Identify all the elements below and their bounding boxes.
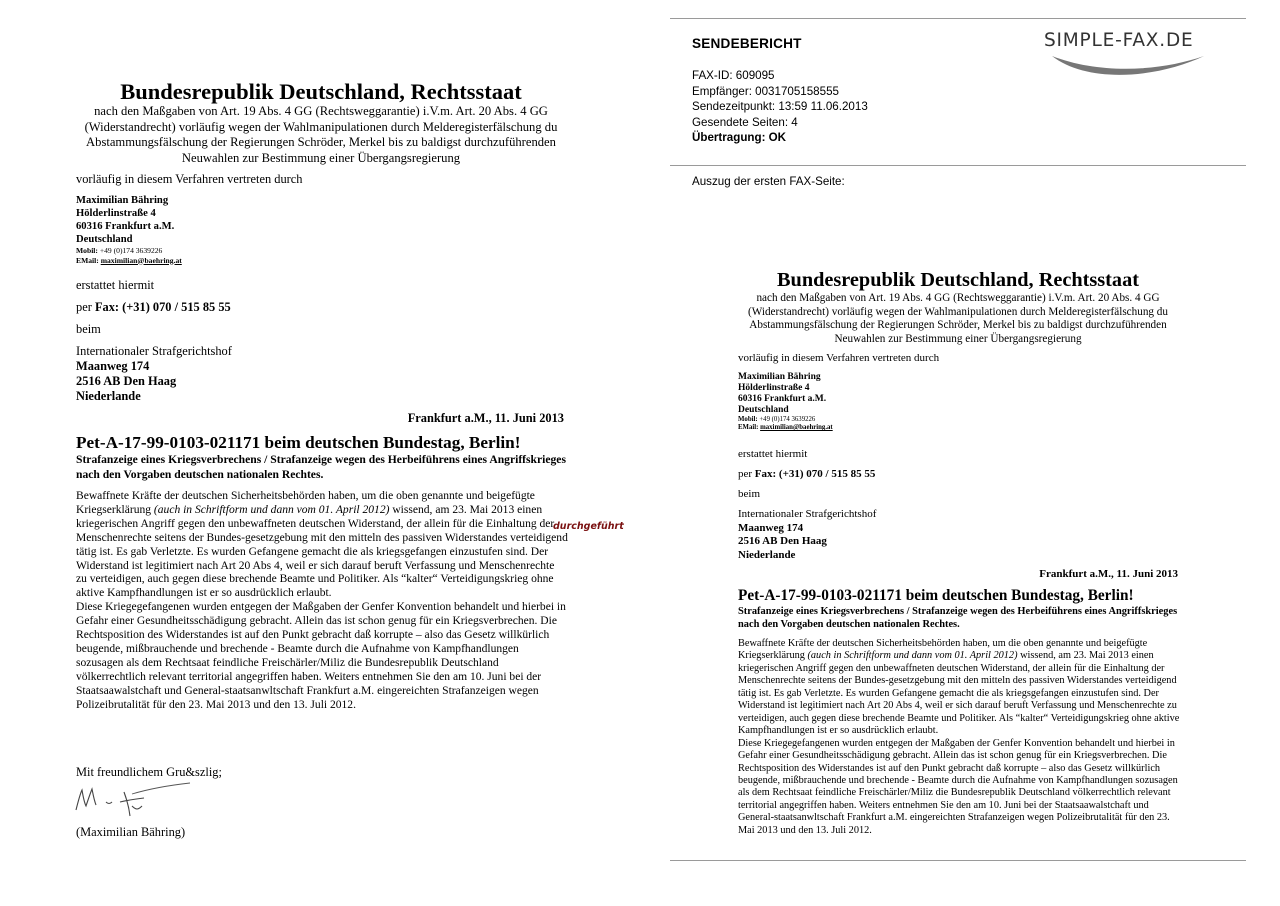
greeting: Mit freundlichem Gru&szlig; [76, 765, 222, 779]
fax-send-time: Sendezeitpunkt: 13:59 11.06.2013 [692, 100, 868, 113]
logo-text: SIMPLE-FAX.DE [1044, 30, 1194, 51]
excerpt-label: Auszug der ersten FAX-Seite: [692, 175, 845, 188]
logo-swoosh-icon [1038, 26, 1238, 78]
excerpt-petition-heading: Pet-A-17-99-0103-021171 beim deutschen Bundestag, Berlin! [738, 587, 1134, 604]
recipient-org: Internationaler Strafgerichtshof [76, 344, 232, 358]
excerpt-body: Bewaffnete Kräfte der deutschen Sicherheitsbehörden haben, um die oben genannte und beigefügte Kriegserklärung (auch in Schriftform und dann vom 01. April 2012) wissend, am 23. Mai 2013 einen kriegerischen Angriff gegen den unbewaffneten deutschen Widerstand, der allein für die Einhaltung der Menschenrechte seitens der Bundes-gesetzgebung mit den mitteln des passiven Widerstandes verteidigend tätig ist. Es gab Verletzte. Es wurden Gefangene gemacht die als kriegsgefangen einzustufen sind. Der Widerstand ist legitimiert nach Art 20 Abs 4, weil er sich darauf beruft Verfassung und Menschenrechte zu verteidigen, auch gegen diese brechende Beamte und Politiker. Als “kalter“ Verteidigungskrieg ohne aktive Kampfhandlungen ist er so ausdrücklich erlaubt. Diese Kriegegefangenen wurden entgegen der Maßgaben der Genfer Konvention behandelt und hierbei in Gefahr einer Gesundheitsschädigung gebracht. Allein das ist schon genug für ein Kriegsverbrechen. Die Rechtsposition des Widerstandes ist auf den Punkt gebracht daß korrupte – also das Gesetz willkürlich beugende, mißbrauchende und brechende - Beamte durch die Aufnahme von Kampfhandlungen sozusagen als dem Rechtsaat feindliche Freischärler/Miliz die Bundesrepublik Deutschland völkerrechtlich relevant territorial angegriffen haben. Weiters entnehmen Sie den am 10. Juni bei der Staatsaawalstchaft und General-staatsanwltschaft Frankfurt a.M. eingereichten Strafanzeigen wegen Polizeibrutalität für den 23. Mai 2013 und den 13. Juli 2012. [738, 638, 1180, 836]
body-paragraph-1: Bewaffnete Kräfte der deutschen Sicherheitsbehörden haben, um die oben genannte und beigefügte Kriegserklärung (auch in Schriftform und dann vom 01. April 2012) wissend, am 23. Mai 2013 einen kriegerischen Angriff gegen den unbewaffneten deutschen Widerstand, der allein für die Einhaltung der Menschenrechte seitens der Bundes-gesetzgebung mit den mitteln des passiven Widerstandes verteidigend tätig ist. Es gab Verletzte. Es wurden Gefangene gemacht die als kriegsgefangen einzustufen sind. Der Widerstand ist legitimiert nach Art 20 Abs 4, weil er sich darauf beruft Verfassung und Menschenrechte zu verteidigen, auch gegen diese brechende Beamte und Politiker. Als “kalter“ Verteidigungskrieg ohne aktive Kampfhandlungen ist er so ausdrücklich erlaubt. [76, 490, 568, 600]
fax-line: per Fax: (+31) 070 / 515 85 55 [76, 300, 231, 314]
excerpt-sender-address: Maximilian Bähring Hölderlinstraße 4 60316 Frankfurt a.M. Deutschland Mobil: +49 (0)174 3639226 EMail: maximilian@baehring.at [738, 372, 833, 432]
body-paragraph-2: Diese Kriegegefangenen wurden entgegen der Maßgaben der Genfer Konvention behandelt und hierbei in Gefahr einer Gesundheitsschädigung gebracht. Allein das ist schon genug für ein Kriegsverbrechen. Die Rechtsposition des Widerstandes ist auf den Punkt gebracht daß korrupte – also das Gesetz willkürlich beugende, mißbrauchende und brechende - Beamte durch die Aufnahme von Kampfhandlungen sozusagen als dem Rechtsaat feindliche Freischärler/Miliz die Bundesrepublik Deutschland völkerrechtlich relevant territorial angegriffen haben. Weiters entnehmen Sie den am 10. Juni bei der Staatsaawalstchaft und General-staatsanwltschaft Frankfurt a.M. eingereichten Strafanzeigen wegen Polizeibrutalität für den 23. Mai 2013 und den 13. Juli 2012. [76, 601, 566, 711]
sender-street: Hölderlinstraße 4 [76, 208, 156, 219]
sender-mobile: Mobil: +49 (0)174 3639226 [76, 246, 163, 255]
top-rule [670, 18, 1246, 19]
excerpt-subtitle: nach den Maßgaben von Art. 19 Abs. 4 GG (Rechtsweggarantie) i.V.m. Art. 20 Abs. 4 GG (Widerstandrecht) vorläufig wegen der Wahlmanipulationen durch Melderegisterfälschung du Abstammungsfälschung der Regierungen Schröder, Merkel bis zu baldigst durchzuführenden Neuwahlen zur Bestimmung einer Übergangsregierung [748, 292, 1168, 345]
excerpt-fax-line: per Fax: (+31) 070 / 515 85 55 [738, 468, 876, 480]
files-line: erstattet hiermit [76, 278, 155, 292]
signature-image [72, 780, 196, 822]
petition-subheading: Strafanzeige eines Kriegsverbrechens / Strafanzeige wegen des Herbeiführens eines Angriffskrieges nach den Vorgaben deutschen nationalen Rechtes. [76, 453, 566, 481]
represented-by-line: vorläufig in diesem Verfahren vertreten durch [76, 172, 303, 186]
sender-country: Deutschland [76, 234, 133, 245]
excerpt-files-line: erstattet hiermit [738, 448, 808, 460]
letter-date: Frankfurt a.M., 11. Juni 2013 [407, 411, 564, 425]
sender-address [76, 194, 182, 265]
fax-transmission-status: Übertragung: OK [692, 131, 787, 144]
letter-body [76, 490, 568, 713]
recipient-city: 2516 AB Den Haag [76, 374, 177, 388]
stamp-durchgefuehrt: durchgeführt [553, 521, 624, 532]
simple-fax-logo [1038, 26, 1238, 78]
sender-name: Maximilian Bähring [76, 195, 169, 206]
sender-city: 60316 Frankfurt a.M. [76, 221, 175, 232]
fax-id: FAX-ID: 609095 [692, 69, 775, 82]
signature-name: (Maximilian Bähring) [76, 825, 186, 839]
fax-info [692, 68, 868, 146]
recipient-address [76, 344, 232, 404]
fax-number: Fax: (+31) 070 / 515 85 55 [94, 300, 231, 314]
excerpt-represented-by: vorläufig in diesem Verfahren vertreten durch [738, 352, 940, 364]
middle-rule [670, 165, 1246, 166]
fax-pages: Gesendete Seiten: 4 [692, 115, 798, 129]
at-line: beim [76, 322, 101, 336]
excerpt-at-line: beim [738, 488, 760, 500]
excerpt-petition-subheading: Strafanzeige eines Kriegsverbrechens / Strafanzeige wegen des Herbeiführens eines Angriffskrieges nach den Vorgaben deutschen nationalen Rechtes. [738, 606, 1178, 630]
report-title: SENDEBERICHT [692, 36, 802, 51]
recipient-country: Niederlande [76, 389, 141, 403]
bottom-rule [670, 860, 1246, 861]
sender-email-link[interactable]: maximilian@baehring.at [100, 255, 182, 265]
recipient-street: Maanweg 174 [76, 359, 150, 373]
fax-recipient: Empfänger: 0031705158555 [692, 84, 839, 98]
petition-heading: Pet-A-17-99-0103-021171 beim deutschen Bundestag, Berlin! [76, 433, 521, 452]
sender-email: EMail: maximilian@baehring.at [76, 255, 182, 265]
letter-subtitle: nach den Maßgaben von Art. 19 Abs. 4 GG (Rechtsweggarantie) i.V.m. Art. 20 Abs. 4 GG (Widerstandrecht) vorläufig wegen der Wahlmanipulationen durch Melderegisterfälschung du Abstammungsfälschung der Regierungen Schröder, Merkel bis zu baldigst durchzuführenden Neuwahlen zur Bestimmung einer Übergangsregierung [84, 104, 558, 165]
letter-title: Bundesrepublik Deutschland, Rechtsstaat [120, 79, 522, 104]
fax-report-page [640, 0, 1280, 906]
excerpt-date: Frankfurt a.M., 11. Juni 2013 [1039, 568, 1178, 580]
excerpt-title: Bundesrepublik Deutschland, Rechtsstaat [777, 269, 1139, 291]
excerpt-recipient-address: Internationaler Strafgerichtshof Maanweg 174 2516 AB Den Haag Niederlande [738, 508, 877, 561]
